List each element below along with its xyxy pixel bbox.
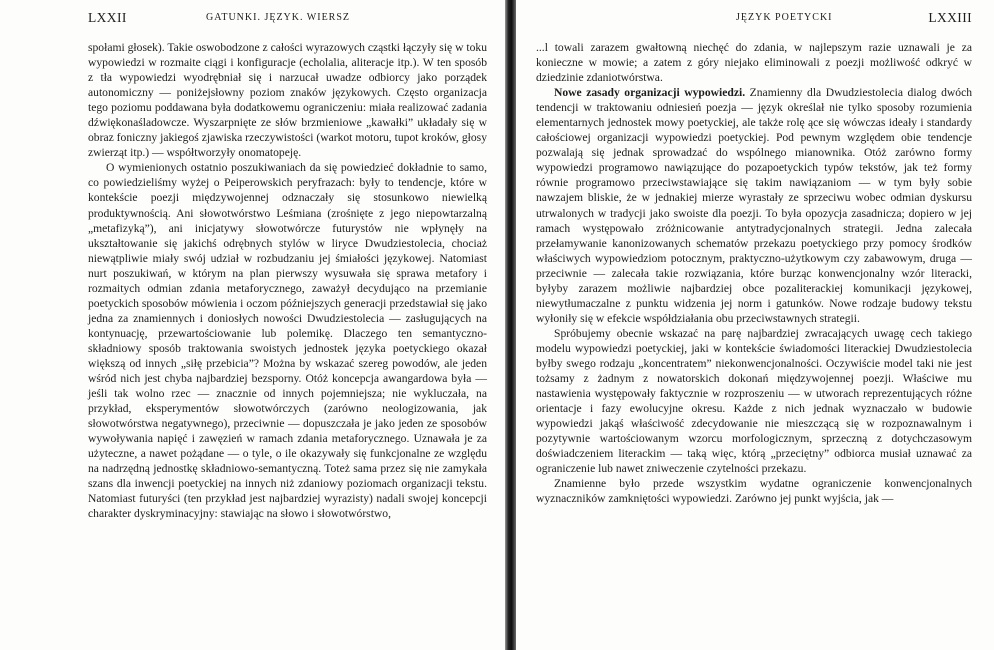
left-page-header: [88, 10, 487, 32]
right-page-header: [536, 10, 972, 32]
right-running-head: JĘZYK POETYCKI: [736, 12, 833, 23]
left-running-head: GATUNKI. JĘZYK. WIERSZ: [206, 12, 351, 23]
left-paragraph-2: O wymienionych ostatnio poszukiwaniach da się powiedzieć dokładnie to samo, co powiedzieliśmy wyżej o Peiperowskich peryfrazach: były to tendencje, które w kontekście poezji międzywojennej odznaczały się stosunkowo niewielką produktywnością. Ani słowotwórstwo Leśmiana (zrośnięte z jego niepowtarzalną „metafizyką”), ani inicjatywy słowotwórcze futurystów nie wpłynęły na ukształtowanie się jakichś odrębnych stylów w liryce Dwudziestolecia, chociaż niewątpliwie miały swój udział w rozbudzaniu jej śmiałości językowej. Natomiast nurt poszukiwań, w którym na plan pierwszy wysuwała się sprawa metafory i rozmaitych odmian zdania metaforycznego, zaważył decydująco na przemianie poetyckich sposobów mówienia i oczom późniejszych generacji przedstawiał się jako jedna za znamiennych i doniosłych nowości Dwudziestolecia — zasługujących na kontynuację, przewartościowanie lub polemikę. Dlaczego ten semantyczno-składniowy sposób traktowania swoistych jednostek języka poetyckiego okazał większą od innych „siłę przebicia”? Można by wskazać szereg powodów, ale jeden wśród nich jest chyba najbardziej bezsporny. Otóż koncepcja awangardowa była — jeśli tak wolno rzec — znacznie od innych pojemniejsza; nie wykluczała, na przykład, eksperymentów słowotwórczych (zarówno neologizowania, jak słowotwórstwa negatywnego), przeciwnie — dopuszczała je jako jeden ze sposobów wywoływania napięć i zawęzień w ramach zdania metaforycznego. Uznawała je za użyteczne, a nawet pożądane — o tyle, o ile okazywały się funkcjonalne ze względu na nadrzędną jednostkę składniowo-semantyczną. Toteż sama przez się nie zamykała szans dla inwencji poetyckiej na innych niż zdaniowy poziomach organizacji tekstu. Natomiast futuryści (ten przykład jest najbardziej wyrazisty) nadali swojej koncepcji charakter dyskryminacyjny: stawiając na słowo i słowotwórstwo,: [88, 161, 487, 521]
section-heading: Nowe zasady organizacji wypowiedzi.: [554, 86, 746, 100]
right-paragraph-2: Nowe zasady organizacji wypowiedzi. Znamienny dla Dwudziestolecia dialog dwóch tendencji w traktowaniu odniesień poezja — język określał nie tylko sposoby rozumienia elementarnych jednostek mowy poetyckiej, ale także rolę ące się wówczas ideały i standardy całościowej organizacji wypowiedzi poetyckiej. Pod pewnym względem obie tendencje pozwalają się jednak sprowadzać do wspólnego mianownika. Otóż zarówno formy wypowiedzi programowo nawiązujące do pozapoetyckich typów tekstów, jak też formy równie programowo przeciwstawiające się takim nawiązaniom — w tym były sobie nawzajem bliskie, że w jednakiej mierze wyrastały ze sprzeciwu wobec odmian dyskursu utrwalonych w tradycji jako swoiste dla poezji. To była opozycja zasadnicza; dopiero w jej ramach występowało zróżnicowanie antytradycjonalnych strategii. Jedna zalecała przełamywanie kanonizowanych schematów przekazu poetyckiego przy pomocy środków właściwych wypowiedziom potocznym, praktyczno-użytkowym czy zabawowym, druga — przeciwnie — zalecała takie rozwiązania, które burząc konwencjonalny wzór literacki, byłyby zarazem możliwie najbardziej obce pozaliterackiej komunikacji językowej, niewytłumaczalne z punktu widzenia jej norm i gatunków. Nowe rodzaje budowy tekstu wyłoniły się w efekcie współdziałania obu przeciwstawnych strategii.: [536, 86, 973, 325]
right-page: [516, 0, 994, 650]
left-page-number: LXXII: [88, 10, 127, 25]
right-paragraph-4: Znamienne było przede wszystkim wydatne ograniczenie konwencjonalnych wyznaczników zamkniętości wypowiedzi. Zarówno jej punkt wyjścia, jak —: [536, 477, 972, 506]
right-page-number: LXXIII: [928, 10, 972, 25]
left-paragraph-1: społami głosek). Takie oswobodzone z całości wyrazowych cząstki łączyły się w toku wypowiedzi w rozmaite ciągi i konfiguracje (echolalia, aliteracje itp.). W ten sposób z tła wypowiedzi wyodrębniał się i narzucał uwadze odbiorcy jako porządek autonomiczny — poniżejsłowny poziom znaków językowych. Często organizacja tego poziomu poddawana była dodatkowemu ograniczeniu: miała realizować zadania dźwiękonaśladowcze. Wyszarpnięte ze słów brzmieniowe „kawałki” układały się w obraz foniczny jakiegoś zjawiska rzeczywistości (warkot motoru, tupot kroków, głosy zwierząt itp.) — współtworzyły onomatopeję.: [88, 41, 487, 160]
right-paragraph-3: Spróbujemy obecnie wskazać na parę najbardziej zwracających uwagę cech takiego modelu wypowiedzi poetyckiej, jaki w kontekście świadomości literackiej Dwudziestolecia byłby swego rodzaju „koncentratem” niekonwencjonalności. Oczywiście model taki nie jest tożsamy z żadnym z nowatorskich dokonań międzywojennej poezji. Właściwe mu nastawienia występowały faktycznie w rozproszeniu — w utworach reprezentujących różne orientacje i fazy ewolucyjne okresu. Każde z nich jednak wyznaczało w budowie wypowiedzi jakąś właściwość zdecydowanie nie mieszczącą się w rozpoznawalnym i pozytywnie wartościowanym wzorcu morfologicznym, sprzeczną z dotychczasowym doświadczeniem literackim — taką więc, którą „przeciętny” odbiorca musiał uznawać za ograniczenie lub nawet zniweczenie czytelności przekazu.: [536, 326, 972, 476]
right-paragraph-1: ...l towali zarazem gwałtowną niechęć do zdania, w najlepszym razie uznawali je za konieczne w mowie; a zatem z góry niejako eliminowali z poezji możliwość odkryć w dziedzinie zdaniotwórstwa.: [536, 41, 972, 85]
book-gutter: [505, 0, 516, 650]
